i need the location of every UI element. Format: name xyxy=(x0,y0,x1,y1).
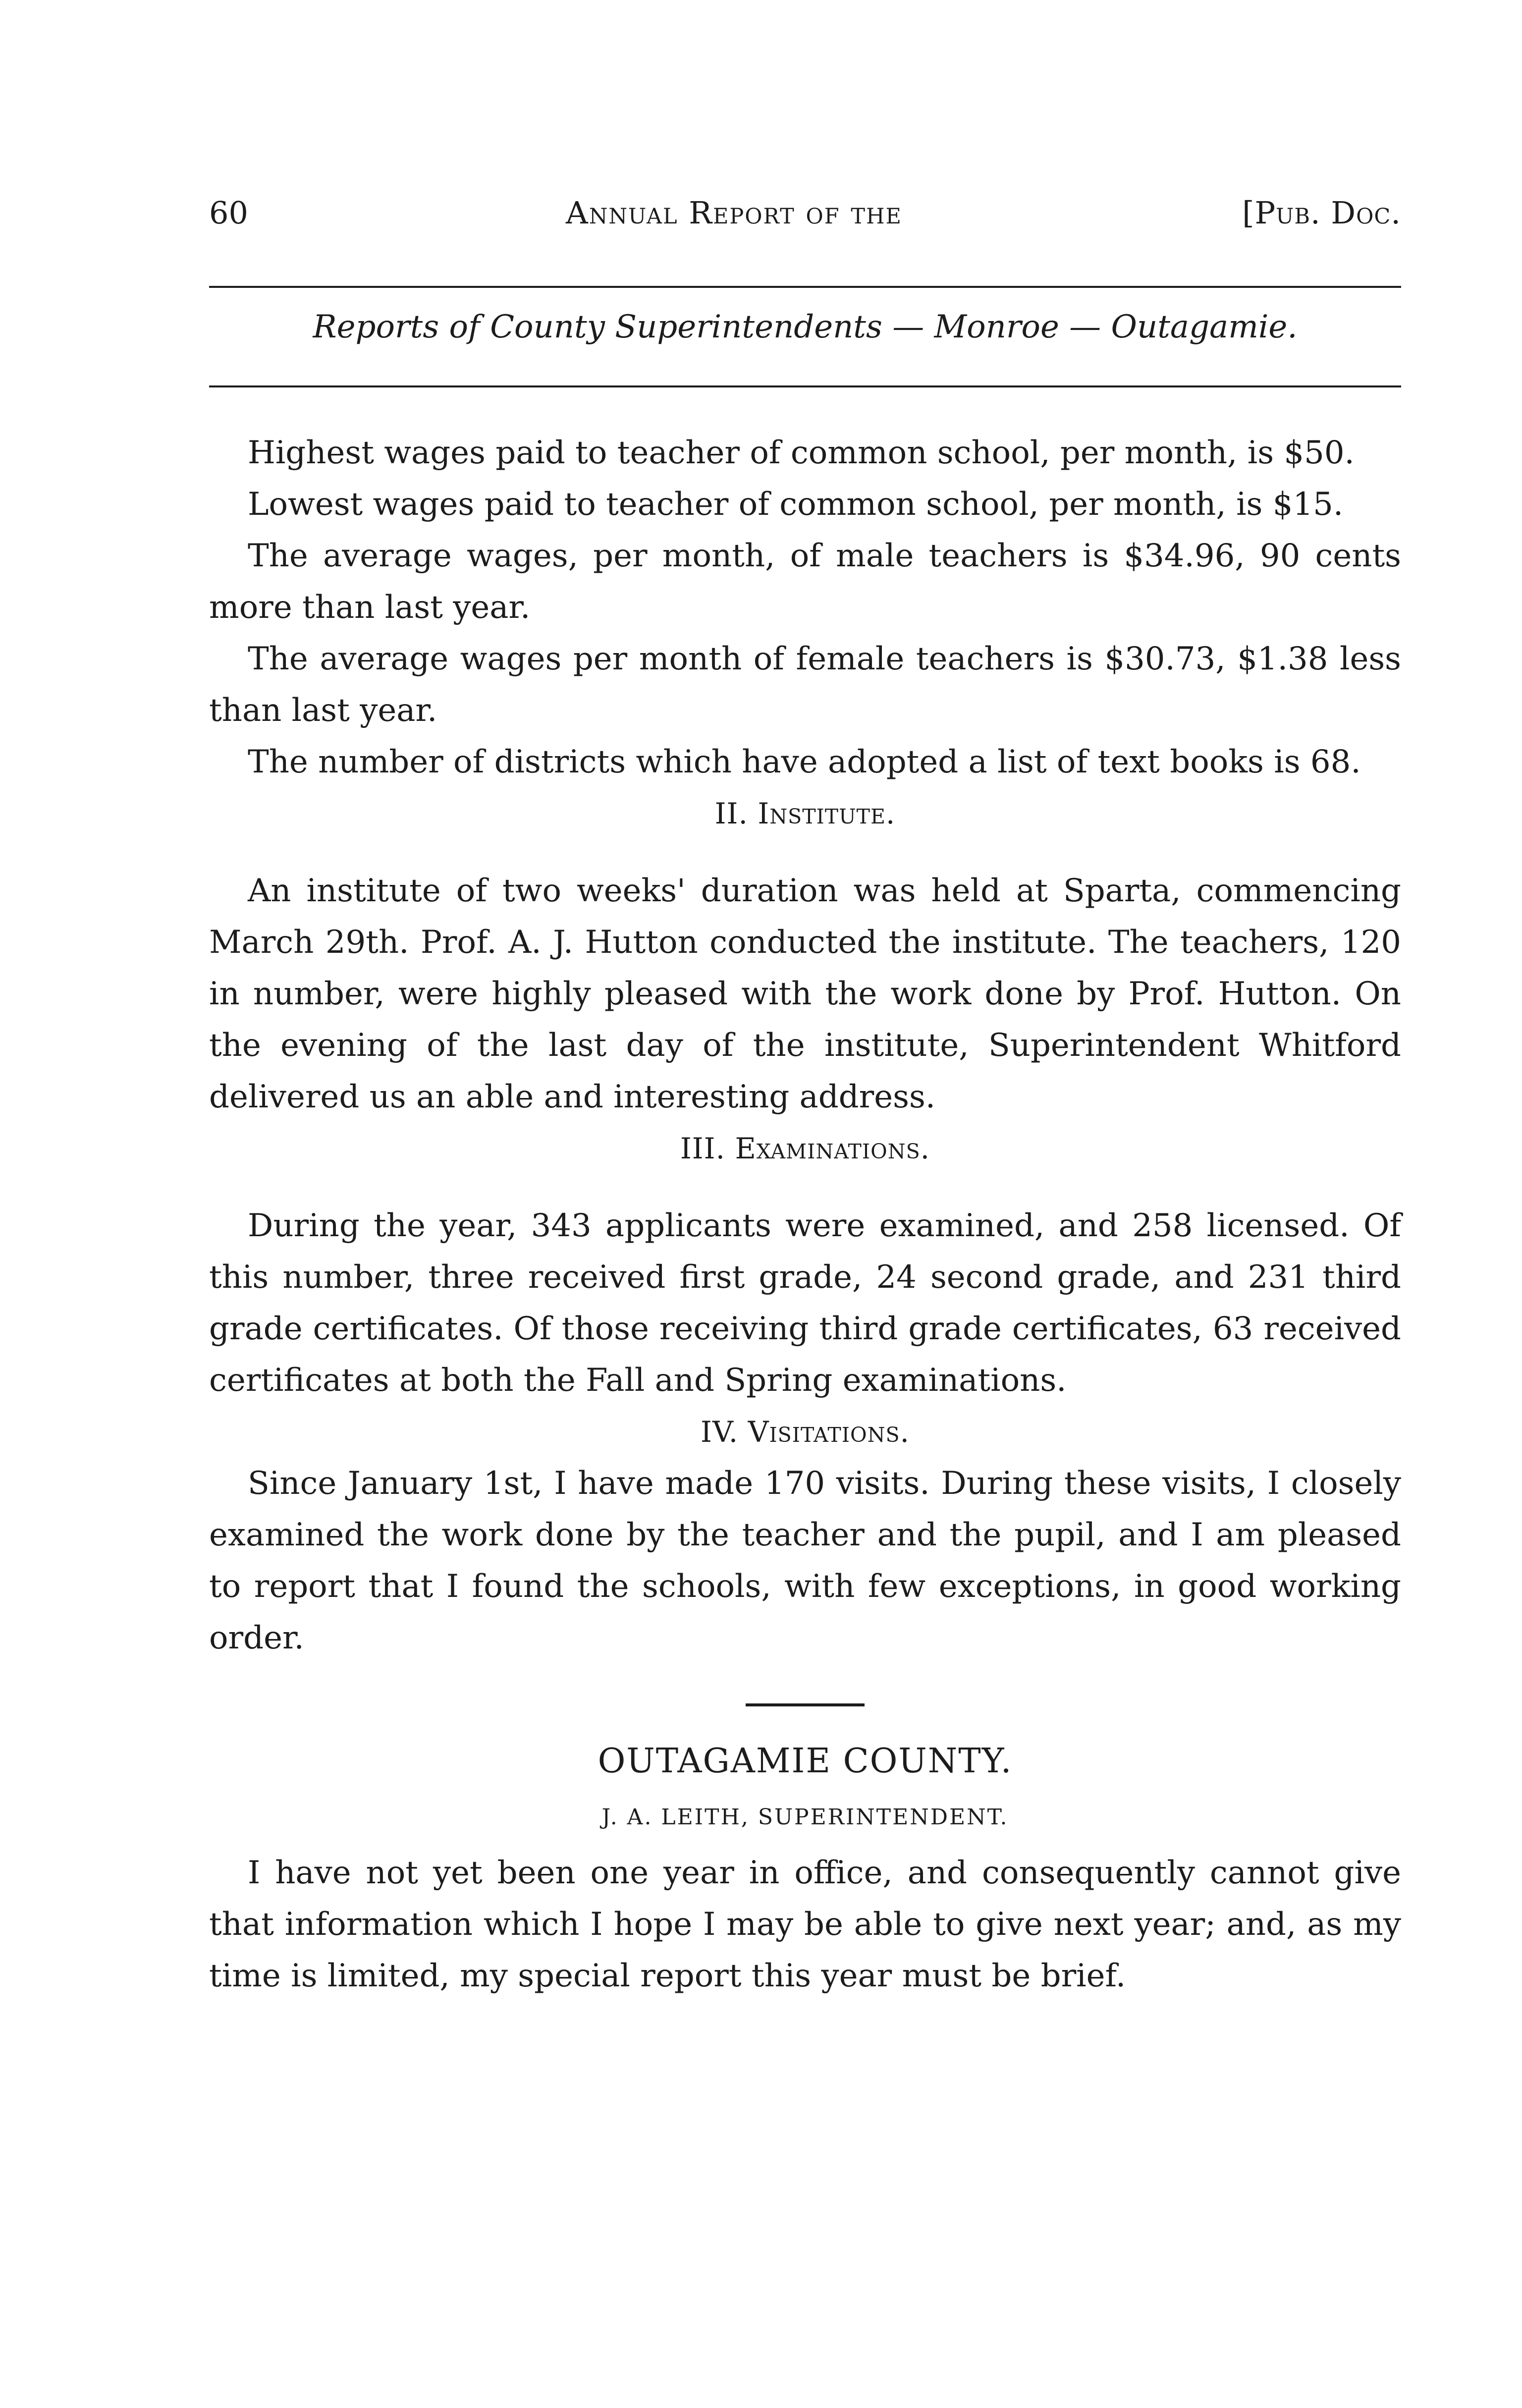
document-reference: [Pub. Doc. xyxy=(1242,195,1401,231)
superintendent-line: J. A. LEITH, SUPERINTENDENT. xyxy=(601,1805,1009,1830)
paragraph: I have not yet been one year in office, and consequently cannot give that information which I hope I may be able to give next year; and, as my time is limited, my special report this year must be brief. xyxy=(209,1855,1401,1994)
section-title: Institute. xyxy=(758,797,896,830)
paragraph: Highest wages paid to teacher of common school, per month, is $50. xyxy=(248,435,1355,471)
paragraph: The number of districts which have adopted a list of text books is 68. xyxy=(248,744,1361,780)
county-title: OUTAGAMIE COUNTY. xyxy=(598,1742,1013,1781)
paragraph: The average wages per month of female teachers is $30.73, $1.38 less than last year. xyxy=(209,641,1401,729)
section-heading-visitations xyxy=(209,1406,1401,1458)
paragraph: Since January 1st, I have made 170 visits. During these visits, I closely examined the work done by the teacher and the pupil, and I am pleased to report that I found the schools, with few exceptions, in good working order. xyxy=(209,1465,1401,1656)
body-text xyxy=(209,427,1401,2002)
section-numeral: III. xyxy=(680,1132,726,1165)
section-heading-examinations xyxy=(209,1123,1401,1174)
running-title: Annual Report of the xyxy=(566,195,902,231)
paragraph: During the year, 343 applicants were examined, and 258 licensed. Of this number, three received first grade, 24 second grade, and 231 third grade certificates. Of those receiving third grade certificates, 63 received certificates at both the Fall and Spring examinations. xyxy=(209,1207,1401,1399)
header-rule-top xyxy=(209,286,1401,288)
section-divider xyxy=(746,1703,865,1706)
section-title: Visitations. xyxy=(748,1415,910,1449)
running-head xyxy=(209,191,1401,235)
paragraph: An institute of two weeks' duration was held at Sparta, commencing March 29th. Prof. A. J. Hutton conducted the institute. The teachers, 120 in number, were highly pleased with the work done by Prof. Hutton. On the evening of the last day of the institute, Superintendent Whitford delivered us an able and interesting address. xyxy=(209,873,1401,1115)
header-rule-bottom xyxy=(209,385,1401,387)
page-number: 60 xyxy=(209,195,248,231)
section-subheader: Reports of County Superintendents — Monroe — Outagamie. xyxy=(313,309,1298,345)
section-heading-institute xyxy=(209,788,1401,839)
section-title: Examinations. xyxy=(735,1132,930,1165)
paragraph: Lowest wages paid to teacher of common school, per month, is $15. xyxy=(248,486,1344,523)
section-numeral: IV. xyxy=(701,1415,739,1449)
section-numeral: II. xyxy=(714,797,748,830)
paragraph: The average wages, per month, of male teachers is $34.96, 90 cents more than last year. xyxy=(209,538,1401,626)
